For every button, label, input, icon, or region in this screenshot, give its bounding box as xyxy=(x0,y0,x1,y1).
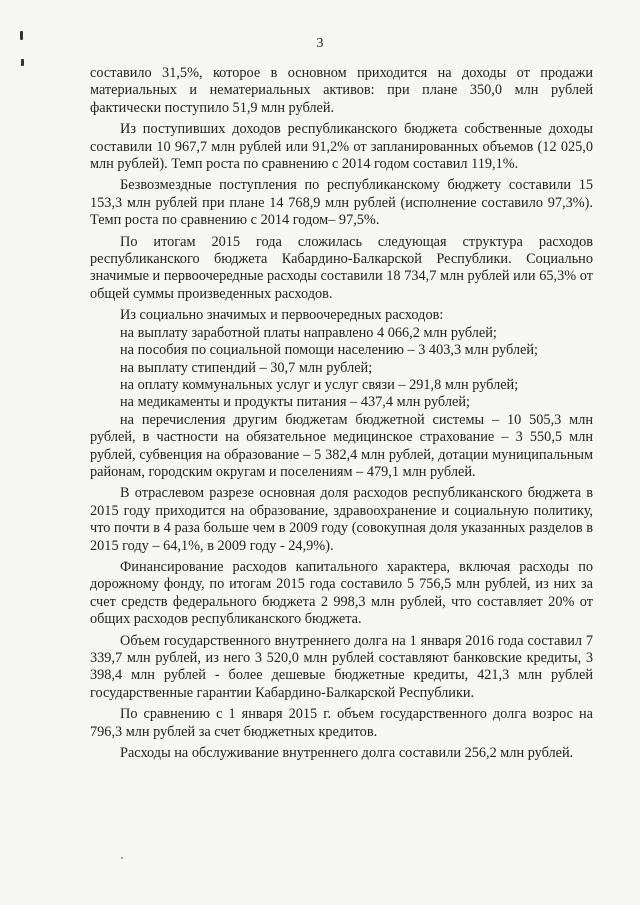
scan-mark xyxy=(21,59,24,66)
paragraph-debt-growth: По сравнению с 1 января 2015 г. объем государственного долга возрос на 796,3 млн рублей за счет бюджетных кредитов. xyxy=(90,706,593,740)
list-item-utilities: на оплату коммунальных услуг и услуг связи – 291,8 млн рублей; xyxy=(120,376,519,393)
paragraph-expenditure-structure: По итогам 2015 года сложилась следующая структура расходов республиканского бюджета Кабардино-Балкарской Республики. Социально значимые и первоочередные расходы составили 18 734,7 млн рублей или 65,3% от общей суммы произведенных расходов. xyxy=(90,233,593,302)
list-item-medicines-food: на медикаменты и продукты питания – 437,4 млн рублей; xyxy=(120,394,470,411)
paragraph-revenue-sales: составило 31,5%, которое в основном приходится на доходы от продажи материальных и нематериальных активов: при плане 350,0 млн рублей фактически поступило 51,9 млн рублей. xyxy=(90,65,593,116)
paragraph-debt-service: Расходы на обслуживание внутреннего долга составили 256,2 млн рублей. xyxy=(120,745,574,762)
list-item-transfers: на перечисления другим бюджетам бюджетной системы – 10 505,3 млн рублей, в частности на обязательное медицинское страхование – 3 550,5 млн рублей, субвенция на образование – 5 382,4 млн рублей, дотации муниципальным районам, городским округам и поселениям – 479,1 млн рублей. xyxy=(90,411,593,480)
list-item-stipends: на выплату стипендий – 30,7 млн рублей; xyxy=(120,359,373,376)
list-item-salaries: на выплату заработной платы направлено 4 066,2 млн рублей; xyxy=(120,324,497,341)
paragraph-own-revenues: Из поступивших доходов республиканского бюджета собственные доходы составили 10 967,7 млн рублей или 91,2% от запланированных объемов (12 025,0 млн рублей). Темп роста по сравнению с 2014 годом составил 119,1%. xyxy=(90,121,593,173)
paragraph-sectoral-breakdown: В отраслевом разрезе основная доля расходов республиканского бюджета в 2015 году приходится на образование, здравоохранение и социальную политику, что почти в 4 раза больше чем в 2009 году (совокупная доля указанных разделов в 2015 году – 64,1%, в 2009 году - 24,9%). xyxy=(90,485,593,554)
paragraph-state-debt: Объем государственного внутреннего долга на 1 января 2016 года составил 7 339,7 млн рублей, из него 3 520,0 млн рублей составляют банковские кредиты, 3 398,4 млн рублей - более дешевые бюджетные кредиты, 421,3 млн рублей государственные гарантии Кабардино-Балкарской Республики. xyxy=(90,632,593,701)
scan-speck xyxy=(121,857,123,859)
page-number: 3 xyxy=(316,36,324,51)
document-body xyxy=(90,65,593,766)
paragraph-list-intro: Из социально значимых и первоочередных расходов: xyxy=(120,307,444,324)
paragraph-gratuitous-receipts: Безвозмездные поступления по республиканскому бюджету составили 15 153,3 млн рублей при плане 14 768,9 млн рублей (исполнение составило 97,3%). Темп роста по сравнению с 2014 годом– 97,5%. xyxy=(90,177,593,229)
list-item-social-benefits: на пособия по социальной помощи населению – 3 403,3 млн рублей; xyxy=(120,342,539,359)
paragraph-capital-expenditure: Финансирование расходов капитального характера, включая расходы по дорожному фонду, по итогам 2015 года составило 5 756,5 млн рублей, из них за счет средств федерального бюджета 2 998,3 млн рублей, что составляет 20% от общих расходов республиканского бюджета. xyxy=(90,558,593,628)
